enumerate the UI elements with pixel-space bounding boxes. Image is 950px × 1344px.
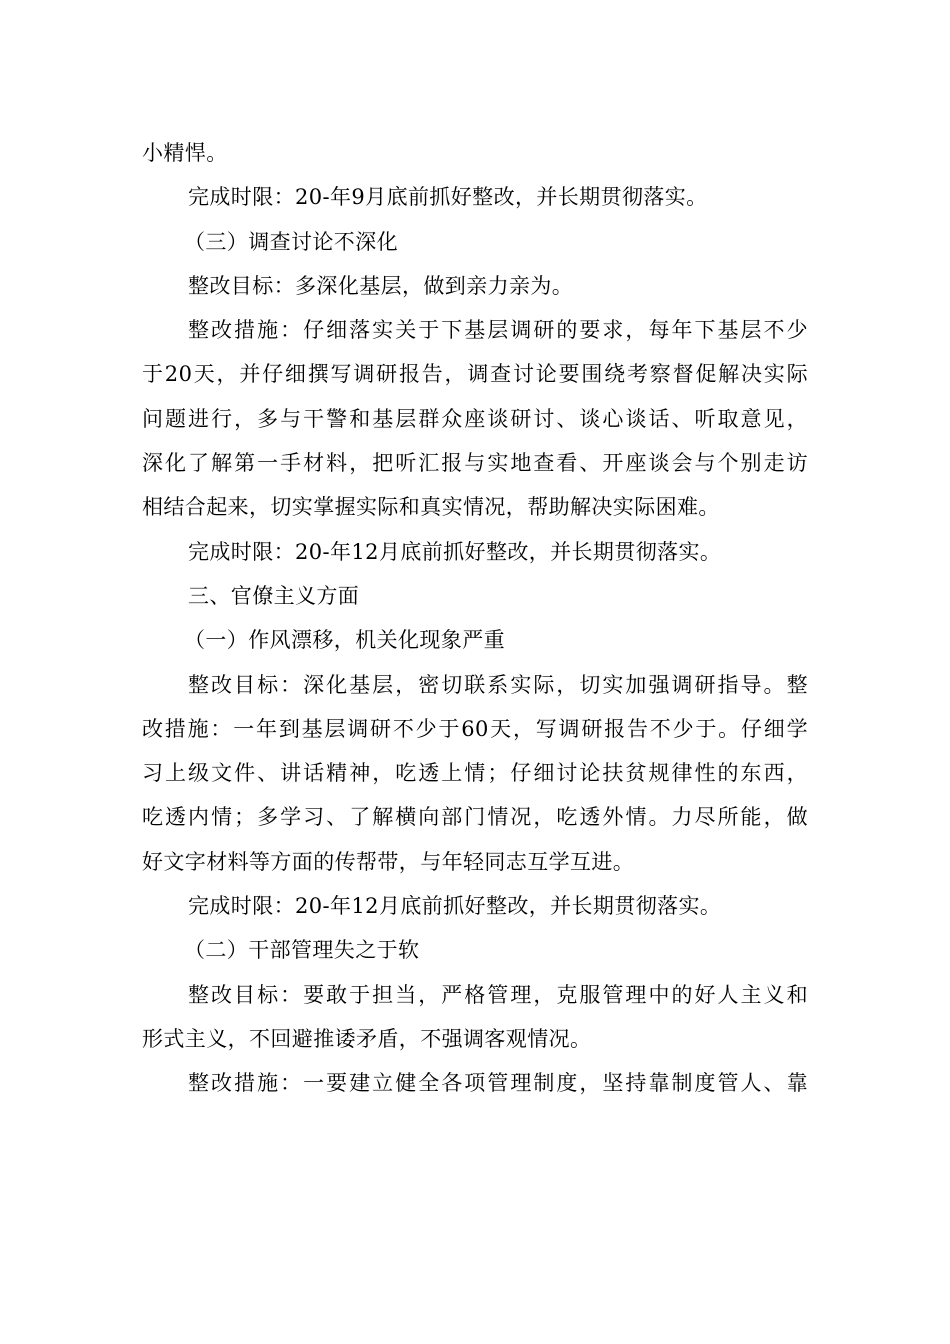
text-line: 吃透内情；多学习、了解横向部门情况，吃透外情。力尽所能，做 <box>142 805 808 830</box>
text-line: 好文字材料等方面的传帮带，与年轻同志互学互进。 <box>142 849 635 874</box>
text-line: 于20天，并仔细撰写调研报告，调查讨论要围绕考察督促解决实际 <box>142 362 808 387</box>
text-line: 深化了解第一手材料，把听汇报与实地查看、开座谈会与个别走访 <box>142 451 808 476</box>
text-line: 形式主义，不回避推诿矛盾，不强调客观情况。 <box>142 1026 592 1051</box>
deadline-line: 完成时限：20-年12月底前抓好整改，并长期贯彻落实。 <box>188 894 722 919</box>
goal-line: 整改目标：深化基层，密切联系实际，切实加强调研指导。整 <box>188 672 808 697</box>
deadline-line: 完成时限：20-年9月底前抓好整改，并长期贯彻落实。 <box>188 185 708 210</box>
subsection-heading: （三）调查讨论不深化 <box>184 229 398 254</box>
goal-line: 整改目标：要敢于担当，严格管理，克服管理中的好人主义和 <box>188 982 808 1007</box>
subsection-heading: （一）作风漂移，机关化现象严重 <box>184 628 505 653</box>
document-body <box>142 131 808 1106</box>
section-heading: 三、官僚主义方面 <box>188 583 360 608</box>
measures-line: 整改措施：仔细落实关于下基层调研的要求，每年下基层不少 <box>188 318 808 343</box>
text-line: 相结合起来，切实掌握实际和真实情况，帮助解决实际困难。 <box>142 495 720 520</box>
measures-line: 整改措施：一要建立健全各项管理制度，坚持靠制度管人、靠 <box>188 1071 808 1096</box>
text-line: 习上级文件、讲话精神，吃透上情；仔细讨论扶贫规律性的东西， <box>142 761 808 786</box>
goal-line: 整改目标：多深化基层，做到亲力亲为。 <box>188 273 574 298</box>
text-line: 问题进行，多与干警和基层群众座谈研讨、谈心谈话、听取意见， <box>142 406 808 431</box>
deadline-line: 完成时限：20-年12月底前抓好整改，并长期贯彻落实。 <box>188 539 722 564</box>
text-line: 小精悍。 <box>142 141 228 165</box>
text-line: 改措施：一年到基层调研不少于60天，写调研报告不少于。仔细学 <box>142 716 808 741</box>
subsection-heading: （二）干部管理失之于软 <box>184 938 420 963</box>
